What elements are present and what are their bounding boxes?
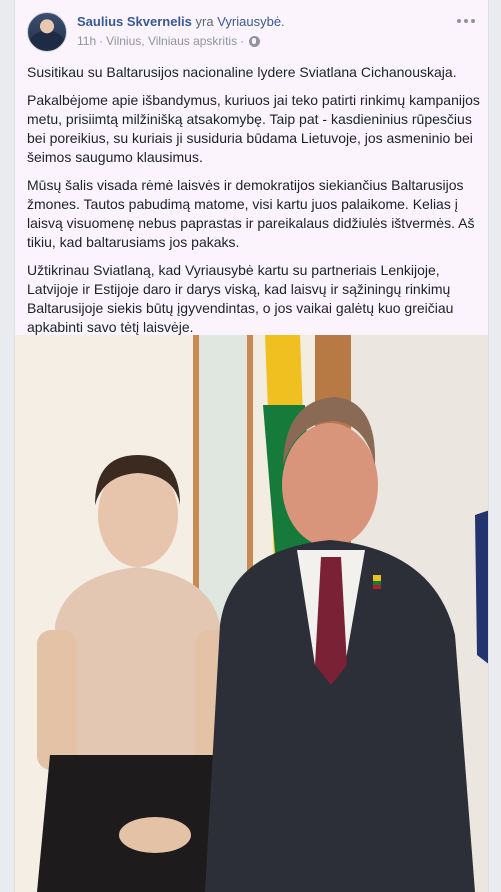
author-name-link[interactable]: Saulius Skvernelis <box>77 14 192 29</box>
post-meta <box>77 34 260 48</box>
post-body <box>27 63 489 346</box>
post-paragraph: Mūsų šalis visada rėmė laisvės ir demokratijos siekiančius Baltarusijos žmones. Tautos pabudimą matome, visi kartu juos palaikome. Kelias į laisvą visuomenę nebus paprastas ir pareikalaus didžiulės ištvermės. Aš tikiu, kad baltarusiams jos pakaks. <box>27 177 475 250</box>
post-paragraph: Pakalbėjome apie išbandymus, kuriuos jai teko patirti rinkimų kampanijos metu, prisiimtą milžinišką atsakomybę. Taip pat - kasdieninius rūpesčius bei poreikius, su kuriais ji susiduria būdama Lietuvoje, jos asmeninio bei šeimos saugumo klausimus. <box>27 92 480 165</box>
post-paragraph: Užtikrinau Sviatlaną, kad Vyriausybė kartu su partneriais Lenkijoje, Latvijoje ir Estijoje daro ir darys viską, kad laisvų ir sąžiningų rinkimų Baltarusijoje siekis būtų įgyvendintas, o jos vaikai galėtų kuo greičiau apkabinti savo tėtį laisvėje. <box>27 262 454 335</box>
post-paragraph: Susitikau su Baltarusijos nacionaline lydere Sviatlana Cichanouskaja. <box>27 64 457 80</box>
globe-icon[interactable] <box>249 36 260 47</box>
author-connector: yra <box>195 14 214 29</box>
author-avatar[interactable] <box>27 12 67 52</box>
more-options-icon[interactable] <box>454 12 478 30</box>
post-header <box>27 12 478 52</box>
author-line <box>77 14 285 29</box>
post-photo[interactable] <box>15 335 489 892</box>
meta-separator: · <box>240 34 245 48</box>
post-location[interactable]: Vilnius, Vilniaus apskritis <box>106 34 238 48</box>
page-link[interactable]: Vyriausybė. <box>217 14 285 29</box>
post-card <box>14 0 489 892</box>
post-time[interactable]: 11h <box>77 34 97 48</box>
meta-separator: · <box>99 34 104 48</box>
